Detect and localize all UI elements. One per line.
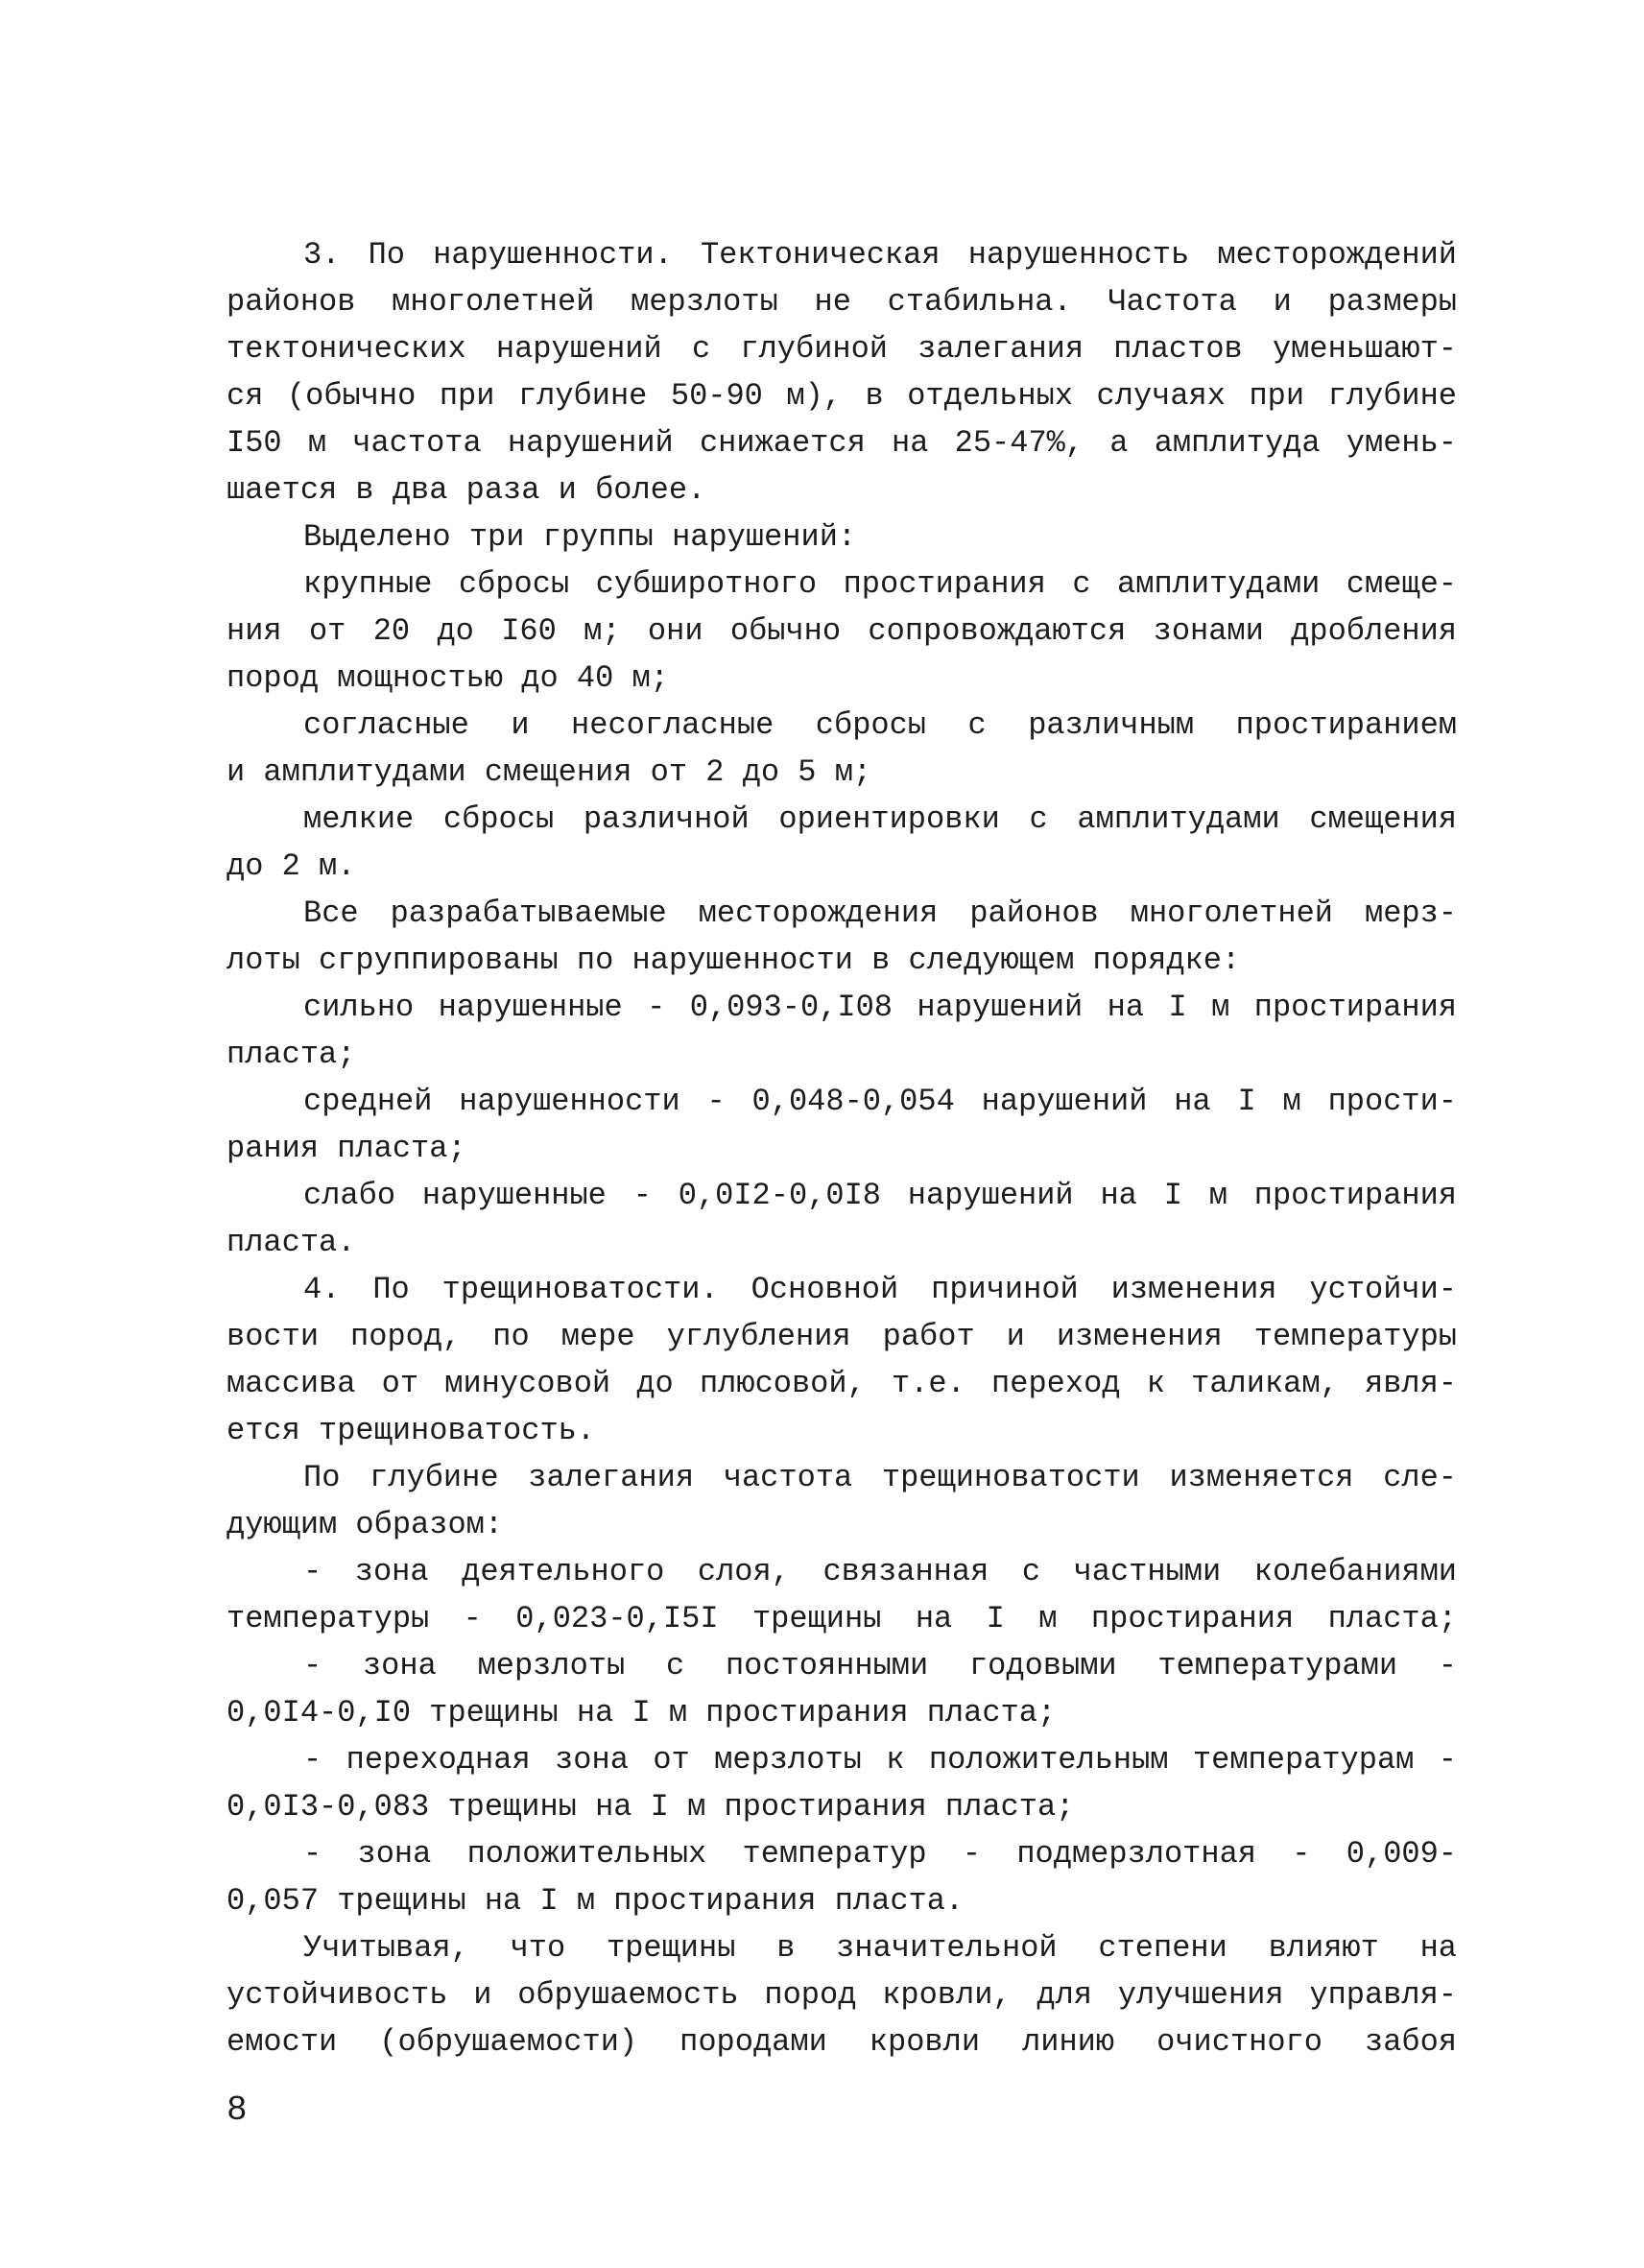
text-line: дующим образом: (226, 1507, 504, 1542)
text-line: крупные сбросы субширотного простирания с амплитудами смеще- (303, 566, 1457, 602)
text-line: Выделено три группы нарушений: (303, 519, 857, 555)
text-line: - зона мерзлоты с постоянными годовыми температурами - (303, 1648, 1457, 1683)
text-line: устойчивость и обрушаемость пород кровли, для улучшения управля- (226, 1977, 1457, 2013)
text-line: районов многолетней мерзлоты не стабильна. Частота и размеры (226, 284, 1457, 320)
text-line: тектонических нарушений с глубиной залегания пластов уменьшают- (226, 331, 1457, 367)
text-line: пласта; (226, 1037, 356, 1072)
text-line: лоты сгруппированы по нарушенности в следующем порядке: (226, 943, 1241, 978)
text-line: 0,0I4-0,I0 трещины на I м простирания пласта; (226, 1695, 1057, 1731)
text-line: 0,057 трещины на I м простирания пласта. (226, 1883, 965, 1919)
text-line: ния от 20 до I60 м; они обычно сопровождаются зонами дробления (226, 613, 1457, 649)
body-text (226, 231, 1457, 2065)
page-number: 8 (226, 2090, 248, 2130)
text-line: рания пласта; (226, 1131, 466, 1166)
text-line: 3. По нарушенности. Тектоническая нарушенность месторождений (303, 237, 1457, 273)
text-line: мелкие сбросы различной ориентировки с амплитудами смещения (303, 801, 1457, 837)
text-line: слабо нарушенные - 0,0I2-0,0I8 нарушений на I м простирания (303, 1178, 1457, 1213)
text-line: до 2 м. (226, 848, 356, 884)
text-line: массива от минусовой до плюсовой, т.е. переход к таликам, явля- (226, 1366, 1457, 1401)
text-line: сильно нарушенные - 0,093-0,I08 нарушений на I м простирания (303, 990, 1457, 1025)
text-line: и амплитудами смещения от 2 до 5 м; (226, 754, 872, 790)
text-line: пласта. (226, 1225, 356, 1260)
text-line: средней нарушенности - 0,048-0,054 нарушений на I м прости- (303, 1084, 1457, 1119)
text-line: - зона положительных температур - подмерзлотная - 0,009- (303, 1836, 1457, 1872)
text-line: Учитывая, что трещины в значительной степени влияют на (303, 1930, 1457, 1966)
text-line: ется трещиноватость. (226, 1413, 596, 1448)
text-line: 4. По трещиноватости. Основной причиной изменения устойчи- (303, 1272, 1457, 1307)
text-line: - переходная зона от мерзлоты к положительным температурам - (303, 1742, 1457, 1778)
text-line: Все разрабатываемые месторождения районов многолетней мерз- (303, 895, 1457, 931)
text-line: пород мощностью до 40 м; (226, 660, 669, 696)
text-line: согласные и несогласные сбросы с различным простиранием (303, 707, 1457, 743)
text-line: ся (обычно при глубине 50-90 м), в отдельных случаях при глубине (226, 378, 1457, 414)
text-line: - зона деятельного слоя, связанная с частными колебаниями (303, 1554, 1457, 1589)
text-line: шается в два раза и более. (226, 472, 706, 508)
text-line: I50 м частота нарушений снижается на 25-47%, а амплитуда умень- (226, 425, 1457, 461)
text-line: вости пород, по мере углубления работ и изменения температуры (226, 1319, 1457, 1354)
text-line: 0,0I3-0,083 трещины на I м простирания пласта; (226, 1789, 1075, 1825)
text-line: температуры - 0,023-0,I5I трещины на I м простирания пласта; (226, 1601, 1457, 1636)
text-line: емости (обрушаемости) породами кровли линию очистного забоя (226, 2024, 1457, 2060)
text-line: По глубине залегания частота трещиноватости изменяется сле- (303, 1460, 1457, 1495)
